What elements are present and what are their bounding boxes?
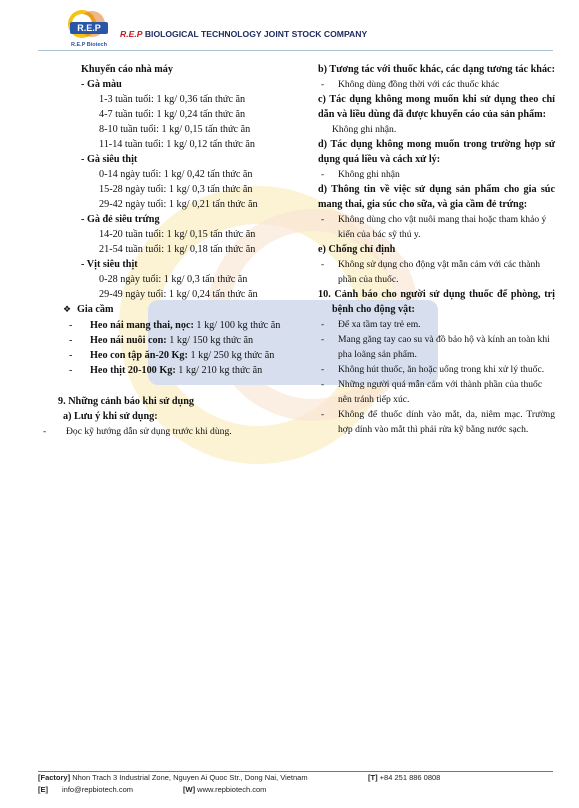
- vit-title: - Vịt siêu thịt: [81, 259, 138, 270]
- section-d1-title: d) Tác dụng không mong muốn trong trường hợp sử dụng quá liều và cách xử lý:: [318, 139, 555, 165]
- company-brand: R.E.P: [120, 29, 143, 39]
- page-footer: [38, 771, 553, 796]
- section-d1-item: - Không ghi nhận: [318, 167, 555, 182]
- heo-item: - Heo nái nuôi con: 1 kg/ 150 kg thức ăn: [66, 333, 304, 348]
- section-10-item: - Những người quá mẫn cảm với thành phần của thuốc nên tránh tiếp xúc.: [318, 377, 555, 407]
- company-logo: [62, 4, 116, 54]
- dose-line: 11-14 tuần tuổi: 1 kg/ 0,12 tấn thức ăn: [99, 139, 255, 150]
- left-column: [58, 62, 304, 439]
- dose-line: 0-14 ngày tuổi: 1 kg/ 0,42 tấn thức ăn: [99, 169, 253, 180]
- section-9a-title: a) Lưu ý khi sử dụng:: [63, 411, 158, 422]
- dose-line: 0-28 ngày tuổi: 1 kg/ 0,3 tấn thức ăn: [99, 274, 248, 285]
- section-10-item: - Không để thuốc dính vào mắt, da, niêm mạc. Trường hợp dính vào mắt thì phải rửa kỹ bằng nước sạch.: [318, 407, 555, 437]
- dose-line: 14-20 tuần tuổi: 1 kg/ 0,15 tấn thức ăn: [99, 229, 256, 240]
- factory-label: [Factory]: [38, 773, 71, 782]
- section-e-item: - Không sử dụng cho động vật mẫn cảm với các thành phần của thuốc.: [318, 257, 555, 287]
- factory-address: Nhon Trach 3 Industrial Zone, Nguyen Ai Quoc Str., Dong Nai, Vietnam: [72, 773, 308, 782]
- dose-line: 29-42 ngày tuổi: 1 kg/ 0,21 tấn thức ăn: [99, 199, 258, 210]
- dose-line: 29-49 ngày tuổi: 1 kg/ 0,24 tấn thức ăn: [99, 289, 258, 300]
- ga-sieu-thit-title: - Gà siêu thịt: [81, 154, 138, 165]
- heo-item: - Heo thịt 20-100 Kg: 1 kg/ 210 kg thức ăn: [66, 363, 304, 378]
- heo-item: - Heo nái mang thai, nọc: 1 kg/ 100 kg thức ăn: [66, 318, 304, 333]
- section-9a-item: - Đọc kỹ hướng dẫn sử dụng trước khi dùng.: [40, 424, 304, 439]
- header-divider: [38, 50, 553, 51]
- footer-row-2: [38, 784, 553, 796]
- logo-subtext: R.E.P Biotech: [71, 42, 107, 48]
- section-c-item: Không ghi nhận.: [332, 124, 397, 135]
- company-name: [120, 29, 367, 39]
- right-column: [318, 62, 555, 437]
- section-e-title: e) Chống chỉ định: [318, 244, 396, 255]
- footer-row-1: [38, 772, 553, 784]
- dose-line: 1-3 tuần tuổi: 1 kg/ 0,36 tấn thức ăn: [99, 94, 246, 105]
- heo-item: - Heo con tập ăn-20 Kg: 1 kg/ 250 kg thức ăn: [66, 348, 304, 363]
- website[interactable]: [W] www.repbiotech.com: [183, 785, 267, 794]
- dose-line: 15-28 ngày tuổi: 1 kg/ 0,3 tấn thức ăn: [99, 184, 253, 195]
- dose-line: 4-7 tuần tuổi: 1 kg/ 0,24 tấn thức ăn: [99, 109, 246, 120]
- section-10-item: - Không hút thuốc, ăn hoặc uống trong khi xử lý thuốc.: [318, 362, 555, 377]
- diamond-bullet-icon: ❖: [63, 305, 72, 315]
- logo-text: R.E.P: [77, 23, 101, 33]
- email-label: [E]: [38, 785, 48, 794]
- email-link[interactable]: info@repbiotech.com: [62, 785, 133, 794]
- section-b-item: - Không dùng đồng thời với các thuốc khác: [318, 77, 555, 92]
- section-9-title: 9. Những cảnh báo khi sử dụng: [58, 396, 194, 407]
- ga-de-title: - Gà đẻ siêu trứng: [81, 214, 160, 225]
- section-10-item: - Mang găng tay cao su và đồ bảo hộ và kính an toàn khi pha loãng sản phẩm.: [318, 332, 555, 362]
- section-10-title: 10. Cảnh báo cho người sử dụng thuốc để phòng, trị bệnh cho động vật:: [318, 289, 555, 315]
- dose-line: 21-54 tuần tuổi: 1 kg/ 0,18 tấn thức ăn: [99, 244, 256, 255]
- section-b-title: b) Tương tác với thuốc khác, các dạng tương tác khác:: [318, 64, 555, 75]
- dose-line: 8-10 tuần tuổi: 1 kg/ 0,15 tấn thức ăn: [99, 124, 251, 135]
- factory-recommendation-heading: Khuyến cáo nhà máy: [81, 64, 173, 75]
- telephone: [T] +84 251 886 0808: [368, 773, 441, 782]
- section-10-item: - Để xa tầm tay trẻ em.: [318, 317, 555, 332]
- ga-mau-title: - Gà màu: [81, 79, 122, 90]
- gia-cam-heading: ❖ Gia cầm: [63, 302, 304, 318]
- section-d2-title: d) Thông tin về việc sử dụng sản phẩm cho gia súc mang thai, gia súc cho sữa, và gia cầm đẻ trứng:: [318, 184, 555, 210]
- section-d2-item: - Không dùng cho vật nuôi mang thai hoặc tham khảo ý kiến của bác sỹ thú y.: [318, 212, 555, 242]
- section-c-title: c) Tác dụng không mong muốn khi sử dụng theo chỉ dẫn và liều dùng đã được khuyến cáo của sản phẩm:: [318, 94, 555, 120]
- company-name-rest: BIOLOGICAL TECHNOLOGY JOINT STOCK COMPANY: [144, 29, 368, 39]
